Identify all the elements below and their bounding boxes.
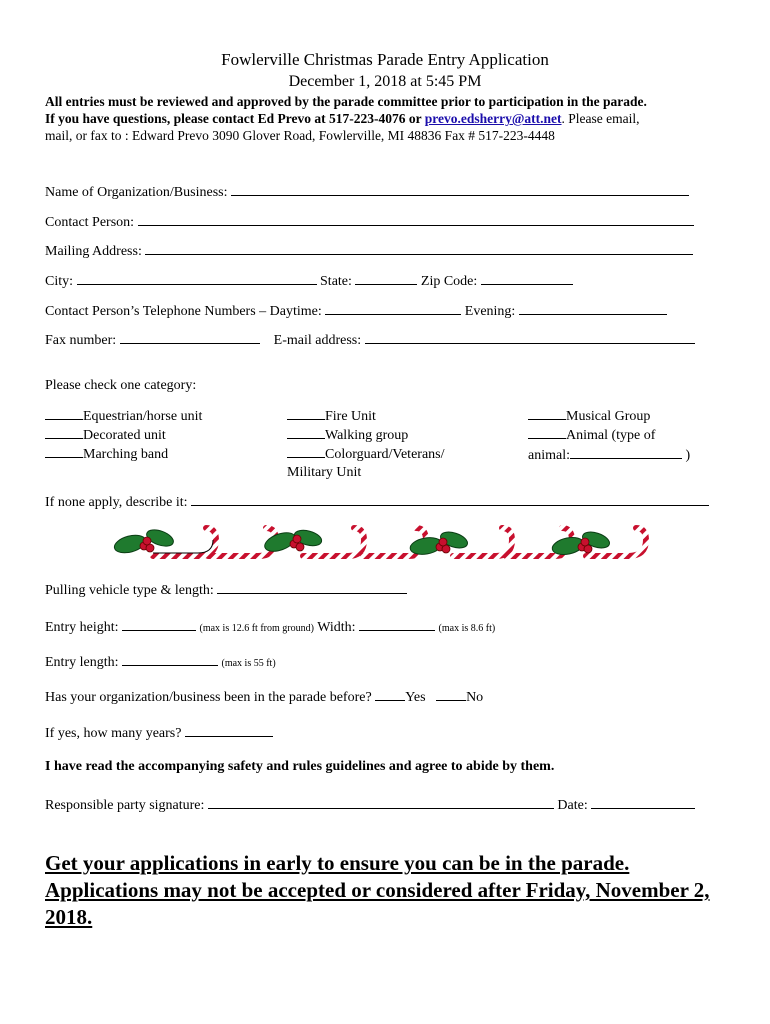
none-apply-row <box>45 492 709 511</box>
checkbox-blank[interactable] <box>45 445 83 458</box>
checkbox-blank[interactable] <box>287 407 325 420</box>
org-label: Name of Organization/Business: <box>45 185 228 200</box>
signature-field[interactable] <box>208 795 554 809</box>
category-label: animal: <box>528 448 570 463</box>
intro-line1: All entries must be reviewed and approved by the parade committee prior to participation in the parade. <box>45 94 647 109</box>
city-label: City: <box>45 274 74 289</box>
history-row <box>45 687 483 706</box>
state-field[interactable] <box>355 271 417 285</box>
category-label: Animal (type of <box>566 428 656 443</box>
signature-label: Responsible party signature: <box>45 798 205 813</box>
org-row <box>45 182 689 201</box>
checkbox-blank[interactable] <box>287 445 325 458</box>
years-row <box>45 723 273 742</box>
date-field[interactable] <box>591 795 695 809</box>
contact-row <box>45 212 694 231</box>
height-width-row <box>45 617 495 636</box>
years-label: If yes, how many years? <box>45 726 182 741</box>
pulling-field[interactable] <box>217 580 407 594</box>
daytime-phone-field[interactable] <box>325 301 461 315</box>
height-label: Entry height: <box>45 620 119 635</box>
checkbox-blank[interactable] <box>528 407 566 420</box>
mailing-row <box>45 241 693 260</box>
category-item[interactable] <box>528 426 690 445</box>
category-label: Equestrian/horse unit <box>83 409 203 424</box>
length-field[interactable] <box>122 652 218 666</box>
intro-line2 <box>45 111 640 127</box>
agreement-statement: I have read the accompanying safety and rules guidelines and agree to abide by them. <box>45 759 555 774</box>
category-item[interactable] <box>528 407 690 426</box>
height-note: (max is 12.6 ft from ground) <box>199 623 314 634</box>
category-column-3 <box>528 407 690 465</box>
contact-label: Contact Person: <box>45 215 135 230</box>
category-label: Military Unit <box>287 465 362 480</box>
yes-blank[interactable] <box>375 687 405 701</box>
category-item[interactable] <box>287 407 445 426</box>
fax-field[interactable] <box>120 330 260 344</box>
length-label: Entry length: <box>45 655 119 670</box>
email-link[interactable]: prevo.edsherry@att.net <box>424 111 562 126</box>
category-prompt: Please check one category: <box>45 378 197 393</box>
category-label: Musical Group <box>566 409 651 424</box>
height-field[interactable] <box>122 617 196 631</box>
length-note: (max is 55 ft) <box>221 658 276 669</box>
category-label: ) <box>685 448 691 463</box>
describe-field[interactable] <box>191 492 709 506</box>
fax-email-row <box>45 330 695 349</box>
category-item[interactable] <box>287 426 445 445</box>
evening-label: Evening: <box>464 304 516 319</box>
candy-cane-holly-icon <box>108 520 660 564</box>
page-subtitle: December 1, 2018 at 5:45 PM <box>288 73 482 90</box>
org-field[interactable] <box>231 182 689 196</box>
category-label: Walking group <box>325 428 409 443</box>
contact-text: If you have questions, please contact Ed Prevo at 517-223-4076 or <box>45 111 425 126</box>
category-item[interactable] <box>45 445 202 464</box>
evening-phone-field[interactable] <box>519 301 667 315</box>
category-column-1 <box>45 407 202 464</box>
email-field[interactable] <box>365 330 695 344</box>
pulling-row <box>45 580 407 599</box>
contact-field[interactable] <box>138 212 694 226</box>
fax-label: Fax number: <box>45 333 117 348</box>
category-column-2 <box>287 407 445 482</box>
phone-row <box>45 301 667 320</box>
category-label: Marching band <box>83 447 169 462</box>
width-field[interactable] <box>359 617 435 631</box>
category-label: Decorated unit <box>83 428 166 443</box>
mailing-field[interactable] <box>145 241 693 255</box>
none-apply-label: If none apply, describe it: <box>45 495 188 510</box>
yes-label: Yes <box>405 690 426 705</box>
state-label: State: <box>320 274 352 289</box>
checkbox-blank[interactable] <box>287 426 325 439</box>
category-item[interactable] <box>45 407 202 426</box>
intro-line3: mail, or fax to : Edward Prevo 3090 Glover Road, Fowlerville, MI 48836 Fax # 517-223-4448 <box>45 128 555 143</box>
category-label: Colorguard/Veterans/ <box>325 447 445 462</box>
checkbox-blank[interactable] <box>45 426 83 439</box>
zip-label: Zip Code: <box>420 274 478 289</box>
category-label: Fire Unit <box>325 409 376 424</box>
checkbox-blank[interactable] <box>528 426 566 439</box>
length-row <box>45 652 276 671</box>
deadline-notice: Get your applications in early to ensure you can be in the parade. Applications may not be accepted or considered after Friday, November 2, 2018. <box>45 851 710 929</box>
mailing-label: Mailing Address: <box>45 244 142 259</box>
date-label: Date: <box>557 798 588 813</box>
no-blank[interactable] <box>436 687 466 701</box>
zip-field[interactable] <box>481 271 573 285</box>
intro-line2-tail: . Please email, <box>561 111 640 126</box>
animal-type-field[interactable] <box>570 445 682 459</box>
page-title: Fowlerville Christmas Parade Entry Application <box>221 50 549 69</box>
years-field[interactable] <box>185 723 273 737</box>
checkbox-blank[interactable] <box>45 407 83 420</box>
signature-row <box>45 795 695 814</box>
no-label: No <box>466 690 484 705</box>
width-note: (max is 8.6 ft) <box>438 623 496 634</box>
category-item[interactable] <box>45 426 202 445</box>
category-item <box>528 445 690 465</box>
category-item[interactable] <box>287 445 445 464</box>
width-label: Width: <box>317 620 356 635</box>
email-label: E-mail address: <box>273 333 362 348</box>
city-field[interactable] <box>77 271 317 285</box>
phone-label: Contact Person’s Telephone Numbers – Daytime: <box>45 304 322 319</box>
history-question: Has your organization/business been in the parade before? <box>45 690 372 705</box>
city-row <box>45 271 573 290</box>
pulling-label: Pulling vehicle type & length: <box>45 583 214 598</box>
